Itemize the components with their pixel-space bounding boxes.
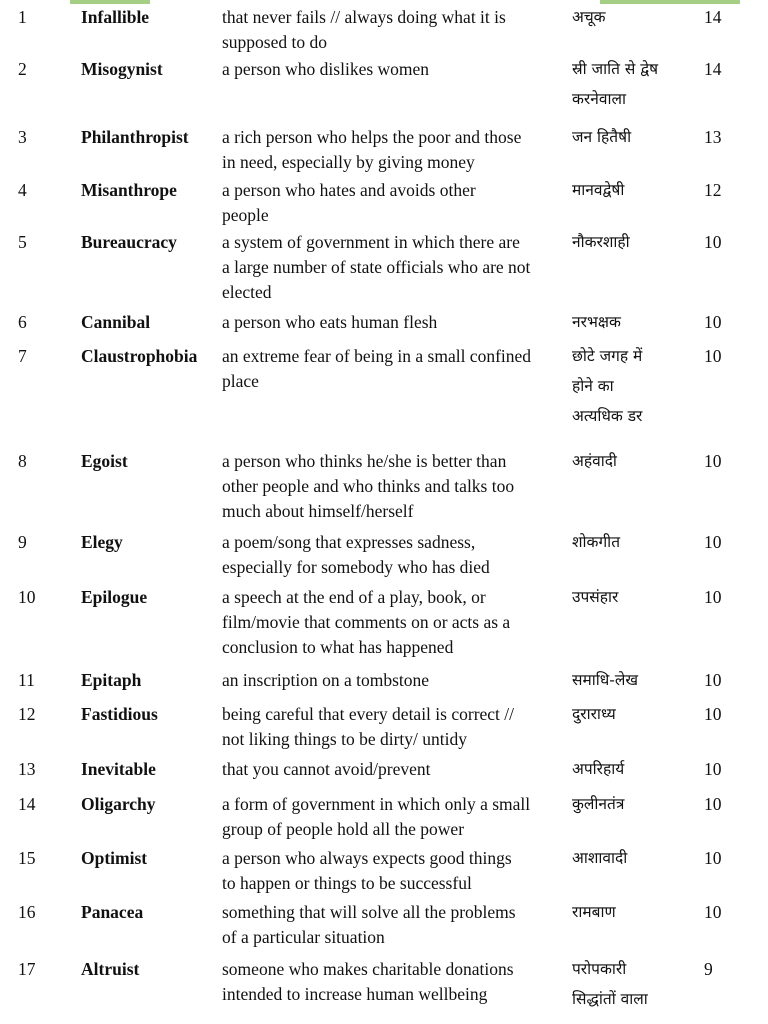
hindi-line: रामबाण <box>572 903 616 921</box>
frequency-count: 9 <box>704 959 713 979</box>
frequency-count: 10 <box>704 532 722 552</box>
frequency-count: 10 <box>704 312 722 332</box>
definition-line: to happen or things to be successful <box>222 873 472 893</box>
definition <box>222 530 559 580</box>
definition-line: a poem/song that expresses sadness, <box>222 532 476 552</box>
vocab-word: Misanthrope <box>81 180 177 200</box>
vocab-word: Philanthropist <box>81 127 189 147</box>
row-number: 11 <box>18 670 35 690</box>
hindi-line: अहंवादी <box>572 452 617 470</box>
row-number: 13 <box>18 759 36 779</box>
definition-line: elected <box>222 282 272 302</box>
hindi-line: कुलीनतंत्र <box>572 795 625 813</box>
row-number: 16 <box>18 902 36 922</box>
hindi-line: सिद्धांतों वाला <box>572 990 648 1008</box>
definition <box>222 5 559 55</box>
definition-line: much about himself/herself <box>222 501 414 521</box>
hindi-line: जन हितैषी <box>572 128 632 146</box>
frequency-count: 10 <box>704 794 722 814</box>
frequency-count: 10 <box>704 346 722 366</box>
definition <box>222 757 559 782</box>
frequency-count: 10 <box>704 670 722 690</box>
definition-line: not liking things to be dirty/ untidy <box>222 729 467 749</box>
row-number: 1 <box>18 7 27 27</box>
definition-line: place <box>222 371 259 391</box>
hindi-line: शोकगीत <box>572 533 621 551</box>
definition <box>222 792 559 842</box>
hindi-line: होने का <box>572 377 614 395</box>
definition-line: group of people hold all the power <box>222 819 465 839</box>
hindi-line: अपरिहार्य <box>572 760 625 778</box>
hindi-meaning <box>572 792 697 822</box>
hindi-meaning <box>572 900 697 930</box>
definition-line: an inscription on a tombstone <box>222 670 430 690</box>
definition-line: a large number of state officials who are not <box>222 257 531 277</box>
hindi-meaning <box>572 530 697 560</box>
frequency-count: 13 <box>704 127 722 147</box>
hindi-meaning <box>572 230 697 260</box>
definition-line: of a particular situation <box>222 927 385 947</box>
definition <box>222 230 559 305</box>
definition <box>222 957 559 1007</box>
definition <box>222 310 559 335</box>
vocab-word: Elegy <box>81 532 123 552</box>
hindi-line: करनेवाला <box>572 90 627 108</box>
definition-line: people <box>222 205 269 225</box>
vocab-word: Cannibal <box>81 312 151 332</box>
vocab-word: Epilogue <box>81 587 148 607</box>
row-number: 15 <box>18 848 36 868</box>
hindi-line: परोपकारी <box>572 960 627 978</box>
hindi-line: अत्यधिक डर <box>572 407 643 425</box>
vocab-word: Misogynist <box>81 59 163 79</box>
definition-line: an extreme fear of being in a small confined <box>222 346 532 366</box>
vocab-word: Panacea <box>81 902 144 922</box>
frequency-count: 10 <box>704 704 722 724</box>
frequency-count: 12 <box>704 180 722 200</box>
definition <box>222 846 559 896</box>
definition-line: conclusion to what has happened <box>222 637 454 657</box>
definition <box>222 585 559 660</box>
vocab-word: Epitaph <box>81 670 142 690</box>
hindi-line: स्री जाति से द्वेष <box>572 60 659 78</box>
hindi-line: आशावादी <box>572 849 628 867</box>
hindi-meaning <box>572 344 697 434</box>
definition-line: in need, especially by giving money <box>222 152 475 172</box>
row-number: 14 <box>18 794 36 814</box>
definition <box>222 125 559 175</box>
frequency-count: 10 <box>704 848 722 868</box>
row-number: 9 <box>18 532 27 552</box>
definition-line: something that will solve all the problems <box>222 902 516 922</box>
frequency-count: 10 <box>704 902 722 922</box>
vocab-word: Fastidious <box>81 704 158 724</box>
hindi-line: उपसंहार <box>572 588 619 606</box>
hindi-line: समाधि-लेख <box>572 671 639 689</box>
definition-line: a person who hates and avoids other <box>222 180 476 200</box>
frequency-count: 10 <box>704 759 722 779</box>
hindi-meaning <box>572 585 697 615</box>
vocab-word: Infallible <box>81 7 150 27</box>
definition-line: someone who makes charitable donations <box>222 959 514 979</box>
hindi-meaning <box>572 57 697 117</box>
definition-line: a system of government in which there are <box>222 232 520 252</box>
hindi-line: दुराराध्य <box>572 705 616 723</box>
row-number: 3 <box>18 127 27 147</box>
definition-line: film/movie that comments on or acts as a <box>222 612 511 632</box>
definition <box>222 702 559 752</box>
frequency-count: 10 <box>704 587 722 607</box>
hindi-meaning <box>572 310 697 340</box>
frequency-count: 14 <box>704 59 722 79</box>
row-number: 7 <box>18 346 27 366</box>
row-number: 5 <box>18 232 27 252</box>
hindi-meaning <box>572 757 697 787</box>
hindi-meaning <box>572 957 697 1017</box>
hindi-line: छोटे जगह में <box>572 347 643 365</box>
vocab-word: Bureaucracy <box>81 232 177 252</box>
row-number: 6 <box>18 312 27 332</box>
row-number: 10 <box>18 587 36 607</box>
hindi-meaning <box>572 449 697 479</box>
hindi-meaning <box>572 125 697 155</box>
vocab-word: Egoist <box>81 451 128 471</box>
vocab-word: Optimist <box>81 848 148 868</box>
hindi-line: नरभक्षक <box>572 313 621 331</box>
definition <box>222 900 559 950</box>
row-number: 17 <box>18 959 36 979</box>
definition-line: a rich person who helps the poor and those <box>222 127 522 147</box>
definition-line: a form of government in which only a small <box>222 794 531 814</box>
definition-line: a person who dislikes women <box>222 59 430 79</box>
hindi-line: नौकरशाही <box>572 233 630 251</box>
definition <box>222 668 559 693</box>
hindi-meaning <box>572 178 697 208</box>
hindi-meaning <box>572 5 697 35</box>
definition-line: being careful that every detail is correct // <box>222 704 515 724</box>
definition-line: supposed to do <box>222 32 327 52</box>
vocab-word: Altruist <box>81 959 140 979</box>
hindi-line: अचूक <box>572 8 606 26</box>
definition-line: especially for somebody who has died <box>222 557 490 577</box>
definition-line: a person who thinks he/she is better than <box>222 451 507 471</box>
definition-line: that never fails // always doing what it is <box>222 7 506 27</box>
hindi-meaning <box>572 668 697 698</box>
row-number: 12 <box>18 704 36 724</box>
definition <box>222 57 559 82</box>
row-number: 2 <box>18 59 27 79</box>
frequency-count: 10 <box>704 451 722 471</box>
definition-line: other people and who thinks and talks too <box>222 476 515 496</box>
definition <box>222 344 559 394</box>
definition-line: a person who always expects good things <box>222 848 512 868</box>
definition-line: that you cannot avoid/prevent <box>222 759 431 779</box>
definition <box>222 449 559 524</box>
definition <box>222 178 559 228</box>
row-number: 8 <box>18 451 27 471</box>
definition-line: a speech at the end of a play, book, or <box>222 587 486 607</box>
definition-line: intended to increase human wellbeing <box>222 984 488 1004</box>
definition-line: a person who eats human flesh <box>222 312 438 332</box>
hindi-line: मानवद्वेषी <box>572 181 625 199</box>
vocab-word: Claustrophobia <box>81 346 198 366</box>
frequency-count: 10 <box>704 232 722 252</box>
vocab-word: Oligarchy <box>81 794 156 814</box>
vocab-word: Inevitable <box>81 759 156 779</box>
hindi-meaning <box>572 702 697 732</box>
row-number: 4 <box>18 180 27 200</box>
hindi-meaning <box>572 846 697 876</box>
frequency-count: 14 <box>704 7 722 27</box>
